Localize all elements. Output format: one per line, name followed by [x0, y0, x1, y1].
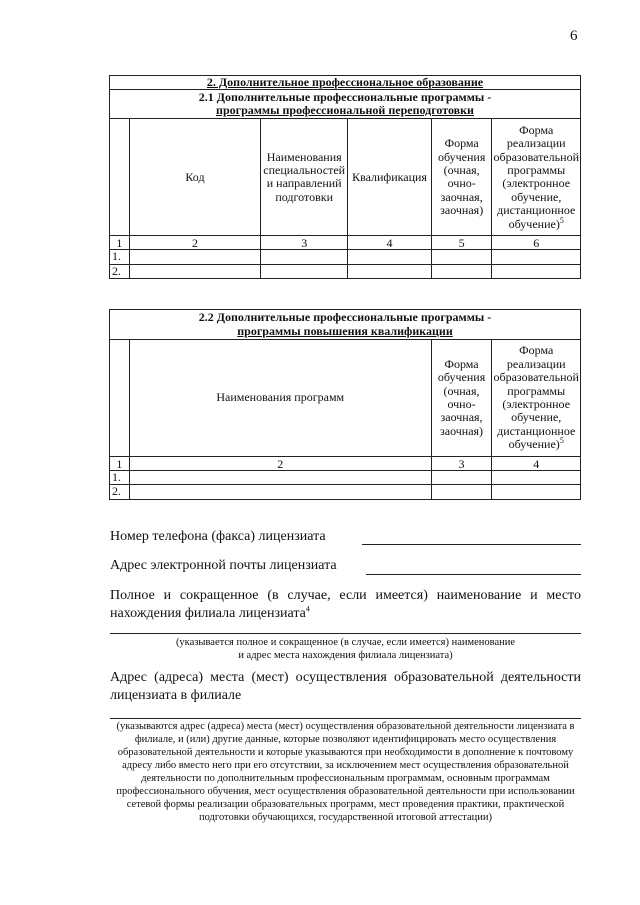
- address-label: Адрес (адреса) места (мест) осуществления образовательной деятельности лицензиата в филиале: [110, 670, 581, 703]
- footnote-mark: 5: [559, 215, 564, 225]
- column-number: 6: [492, 236, 581, 250]
- table-cell[interactable]: [492, 485, 581, 499]
- column-number: 4: [492, 457, 581, 471]
- table-cell[interactable]: [129, 250, 261, 264]
- row-label: 2.: [110, 485, 130, 499]
- table-cell[interactable]: [129, 264, 261, 278]
- email-input-line[interactable]: [366, 574, 581, 575]
- column-number: 3: [261, 236, 348, 250]
- table-cell[interactable]: [348, 250, 432, 264]
- column-header-specialties: Наименования специальностей и направлений подготовки: [261, 119, 348, 236]
- column-number: 1: [110, 236, 130, 250]
- column-header-program-names: Наименования программ: [129, 340, 431, 457]
- table-row: [110, 250, 581, 264]
- branch-name-hint: (указывается полное и сокращенное (в случае, если имеется) наименование и адрес места нахождения филиала лицензиата): [175, 637, 516, 661]
- table-cell[interactable]: [492, 471, 581, 485]
- row-label: 1.: [110, 250, 130, 264]
- column-header-study-form: Форма обучения (очная, очно-заочная, заочная): [431, 340, 492, 457]
- footnote-mark: 5: [559, 436, 564, 446]
- address-input-line[interactable]: [110, 718, 581, 719]
- table-row: [110, 485, 581, 499]
- table-cell[interactable]: [129, 485, 431, 499]
- table-cell[interactable]: [431, 485, 492, 499]
- table-cell[interactable]: [261, 264, 348, 278]
- table-cell[interactable]: [348, 264, 432, 278]
- table-cell[interactable]: [261, 250, 348, 264]
- section-title: 2. Дополнительное профессиональное образование: [110, 76, 581, 90]
- row-label: 2.: [110, 264, 130, 278]
- branch-name-input-line[interactable]: [110, 633, 581, 634]
- column-header-implementation-form: Форма реализации образовательной программы (электронное обучение, дистанционное обучение)$^5$: [492, 340, 581, 457]
- column-number: 3: [431, 457, 492, 471]
- column-number: 5: [431, 236, 492, 250]
- email-label: Адрес электронной почты лицензиата: [110, 558, 337, 573]
- column-header-qualification: Квалификация: [348, 119, 432, 236]
- subsection-2-1-title: 2.1 Дополнительные профессиональные программы - программы профессиональной переподготовки: [110, 90, 581, 119]
- table-cell[interactable]: [129, 471, 431, 485]
- table-cell[interactable]: [431, 264, 492, 278]
- phone-label: Номер телефона (факса) лицензиата: [110, 529, 326, 544]
- column-number: 1: [110, 457, 130, 471]
- table-row: [110, 471, 581, 485]
- column-header-blank: [110, 119, 130, 236]
- column-header-blank: [110, 340, 130, 457]
- phone-input-line[interactable]: [362, 544, 581, 545]
- table-cell[interactable]: [492, 250, 581, 264]
- column-header-code: Код: [129, 119, 261, 236]
- column-number: 2: [129, 236, 261, 250]
- subsection-2-2-title: 2.2 Дополнительные профессиональные программы - программы повышения квалификации: [110, 310, 581, 340]
- table-cell[interactable]: [431, 471, 492, 485]
- retraining-programs-table: [109, 75, 581, 279]
- table-row: [110, 264, 581, 278]
- footnote-mark: 4: [305, 604, 310, 614]
- column-header-study-form: Форма обучения (очная, очно-заочная, заочная): [431, 119, 492, 236]
- column-number: 2: [129, 457, 431, 471]
- row-label: 1.: [110, 471, 130, 485]
- table-cell[interactable]: [492, 264, 581, 278]
- branch-name-label: Полное и сокращенное (в случае, если имеется) наименование и место нахождения филиала лицензиата$^4$: [110, 588, 581, 621]
- page-number: 6: [570, 28, 578, 44]
- table-cell[interactable]: [431, 250, 492, 264]
- column-header-implementation-form: Форма реализации образовательной программы (электронное обучение, дистанционное обучение)$^5$: [492, 119, 581, 236]
- address-hint: (указываются адрес (адреса) места (мест) осуществления образовательной деятельности лицензиата в филиале, и (или) другие данные, которые позволяют идентифицировать место осуществления образовательной деятельности и которые указываются при необходимости в дополнение к почтовому адресу либо вместо него при его отсутствии, за исключением мест осуществления образовательной деятельности по дополнительным профессиональным программам, основным программам профессионального обучения, мест осуществления образовательной деятельности при использовании сетевой формы реализации образовательных программ, мест проведения практики, практической подготовки обучающихся, государственной итоговой аттестации): [116, 721, 575, 823]
- qualification-upgrade-table: [109, 309, 581, 500]
- column-number: 4: [348, 236, 432, 250]
